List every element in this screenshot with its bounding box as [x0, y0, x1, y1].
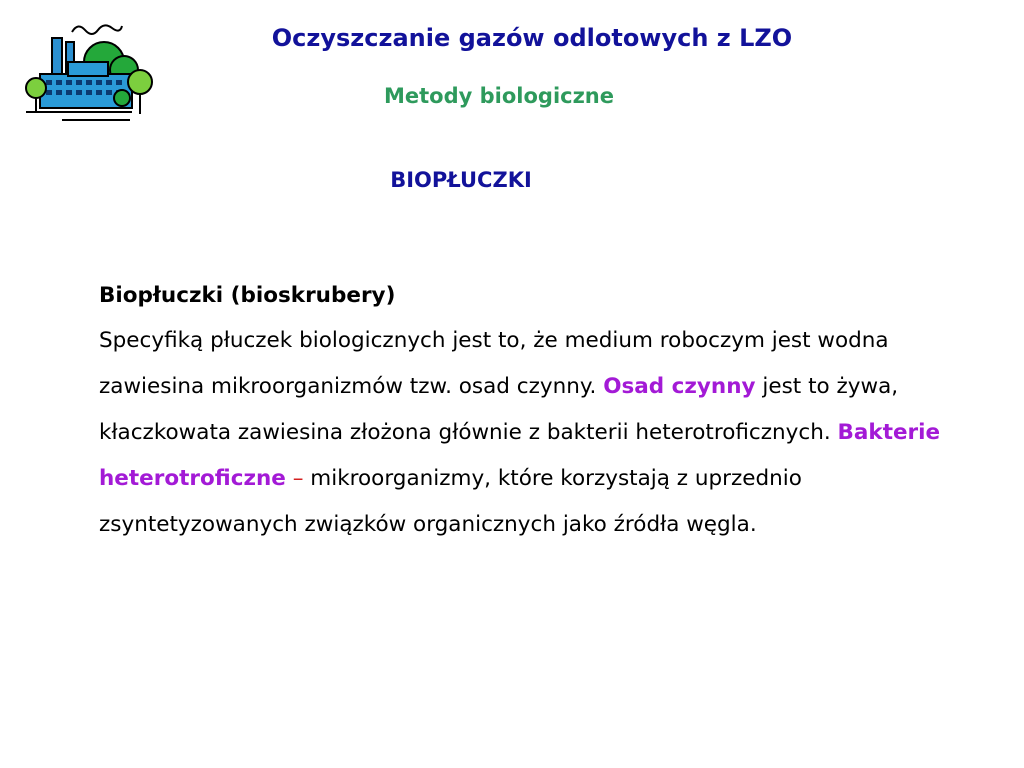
highlight-osad-czynny: Osad czynny [603, 374, 756, 399]
slide-title: Oczyszczanie gazów odlotowych z LZO [271, 24, 793, 52]
dash: – [285, 466, 304, 491]
body-text [99, 280, 959, 548]
content-heading: Biopłuczki (bioskrubery) [99, 283, 396, 308]
section-heading: BIOPŁUCZKI [390, 168, 532, 192]
paragraph-text-2: jest to żywa, kłaczkowata zawiesina złożona głównie z bakterii heterotroficznych. [99, 374, 899, 445]
slide-subtitle: Metody biologiczne [383, 84, 614, 108]
content-paragraph [99, 318, 959, 548]
highlight-bakterie: Bakterie heterotroficzne [99, 420, 941, 491]
paragraph-text-1: Specyfiką płuczek biologicznych jest to, że medium roboczym jest wodna zawiesina mikroorganizmów tzw. osad czynny. [99, 328, 889, 399]
paragraph-text-3: mikroorganizmy, które korzystają z uprzednio zsyntetyzowanych związków organicznych jako źródła węgla. [99, 466, 802, 537]
